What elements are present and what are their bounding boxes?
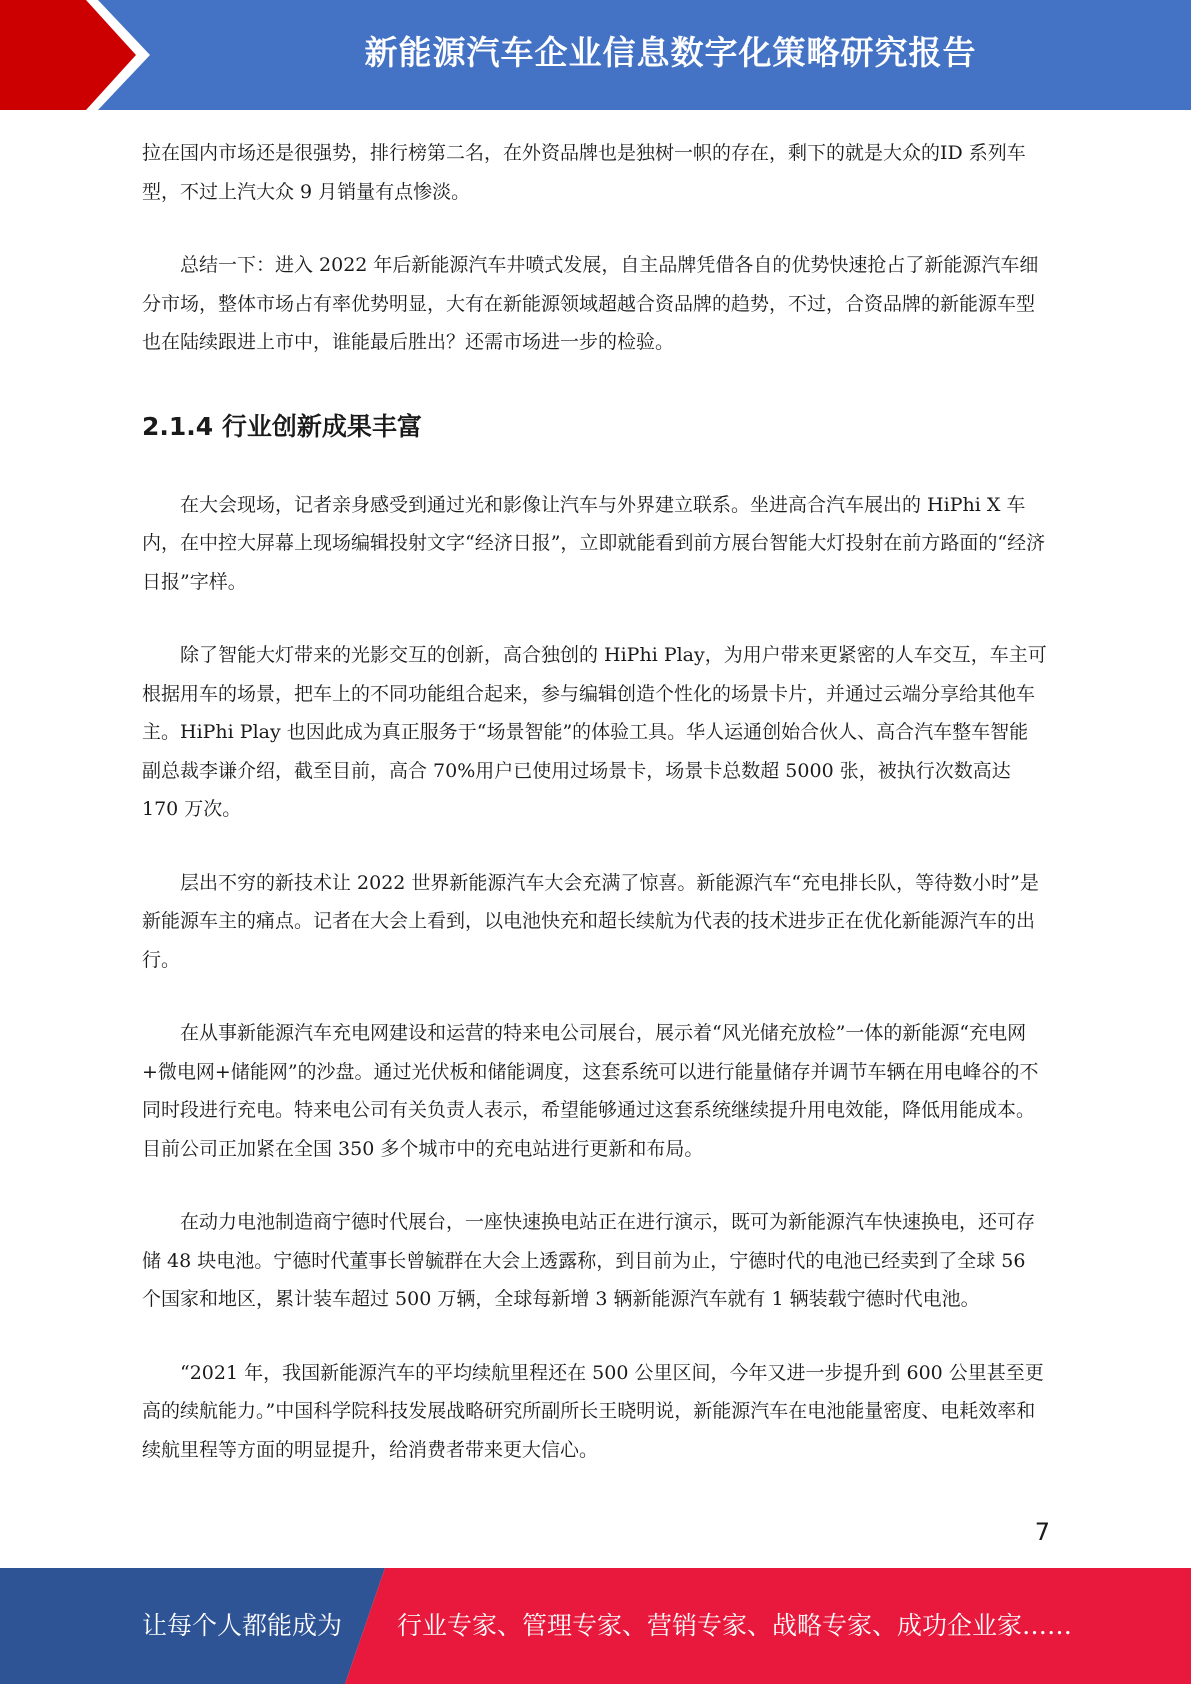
paragraph: 在大会现场，记者亲身感受到通过光和影像让汽车与外界建立联系。坐进高合汽车展出的 HiPhi X 车内，在中控大屏幕上现场编辑投射文字“经济日报”，立即就能看到前方展台智能大灯投射在前方路面的“经济日报”字样。: [142, 493, 1046, 593]
page-header: [0, 0, 1191, 110]
header-title: 新能源汽车企业信息数字化策略研究报告: [364, 33, 977, 72]
footer-slogan-left: 让每个人都能成为: [142, 1611, 343, 1640]
paragraph: 在动力电池制造商宁德时代展台，一座快速换电站正在进行演示，既可为新能源汽车快速换电，还可存储 48 块电池。宁德时代董事长曾毓群在大会上透露称，到目前为止，宁德时代的电池已经卖到了全球 56 个国家和地区，累计装车超过 500 万辆，全球每新增 3 辆新能源汽车就有 1 辆装载宁德时代电池。: [142, 1211, 1036, 1310]
paragraph: 除了智能大灯带来的光影交互的创新，高合独创的 HiPhi Play，为用户带来更紧密的人车交互，车主可根据用车的场景，把车上的不同功能组合起来，参与编辑创造个性化的场景卡片，并通过云端分享给其他车主。HiPhi Play 也因此成为真正服务于“场景智能”的体验工具。华人运通创始合伙人、高合汽车整车智能副总裁李谦介绍，截至目前，高合 70%用户已使用过场景卡，场景卡总数超 5000 张，被执行次数高达 170 万次。: [142, 644, 1047, 820]
page-number: 7: [1034, 1518, 1050, 1546]
page-content: [142, 134, 1047, 1469]
paragraph: “2021 年，我国新能源汽车的平均续航里程还在 500 公里区间，今年又进一步提升到 600 公里甚至更高的续航能力。”中国科学院科技发展战略研究所副所长王晓明说，新能源汽车在电池能量密度、电耗效率和续航里程等方面的明显提升，给消费者带来更大信心。: [142, 1361, 1044, 1461]
paragraph: 在从事新能源汽车充电网建设和运营的特来电公司展台，展示着“风光储充放检”一体的新能源“充电网+微电网+储能网”的沙盘。通过光伏板和储能调度，这套系统可以进行能量储存并调节车辆在用电峰谷的不同时段进行充电。特来电公司有关负责人表示，希望能够通过这套系统继续提升用电效能，降低用能成本。目前公司正加紧在全国 350 多个城市中的充电站进行更新和布局。: [142, 1022, 1039, 1160]
paragraph: 层出不穷的新技术让 2022 世界新能源汽车大会充满了惊喜。新能源汽车“充电排长队，等待数小时”是新能源车主的痛点。记者在大会上看到，以电池快充和超长续航为代表的技术进步正在优化新能源汽车的出行。: [142, 871, 1039, 971]
paragraph-summary: 总结一下：进入 2022 年后新能源汽车井喷式发展，自主品牌凭借各自的优势快速抢占了新能源汽车细分市场，整体市场占有率优势明显，大有在新能源领域超越合资品牌的趋势，不过，合资品牌的新能源车型也在陆续跟进上市中，谁能最后胜出？还需市场进一步的检验。: [142, 254, 1039, 353]
page-footer: [0, 1568, 1191, 1684]
footer-slogan-right: 行业专家、管理专家、营销专家、战略专家、成功企业家……: [397, 1611, 1073, 1640]
section-heading: 2.1.4 行业创新成果丰富: [142, 411, 422, 441]
paragraph-continued: 拉在国内市场还是很强势，排行榜第二名，在外资品牌也是独树一帜的存在，剩下的就是大众的ID 系列车型，不过上汽大众 9 月销量有点惨淡。: [142, 142, 1026, 203]
